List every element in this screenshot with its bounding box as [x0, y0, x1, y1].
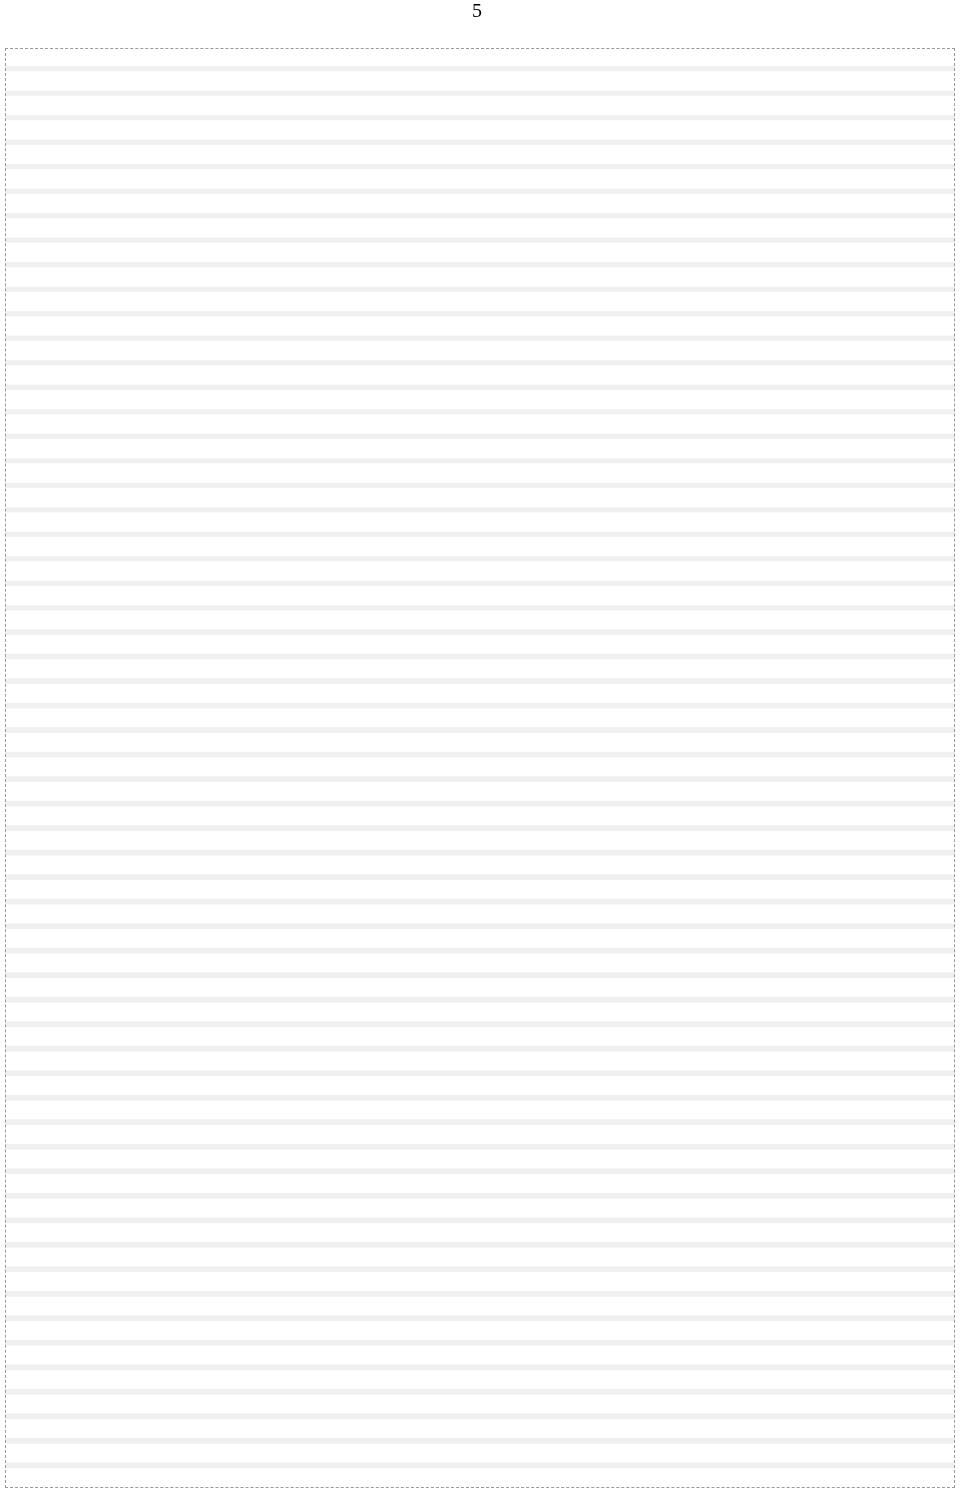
page-number: 5 — [472, 0, 482, 22]
unreadable-body-text-region — [5, 48, 955, 1488]
